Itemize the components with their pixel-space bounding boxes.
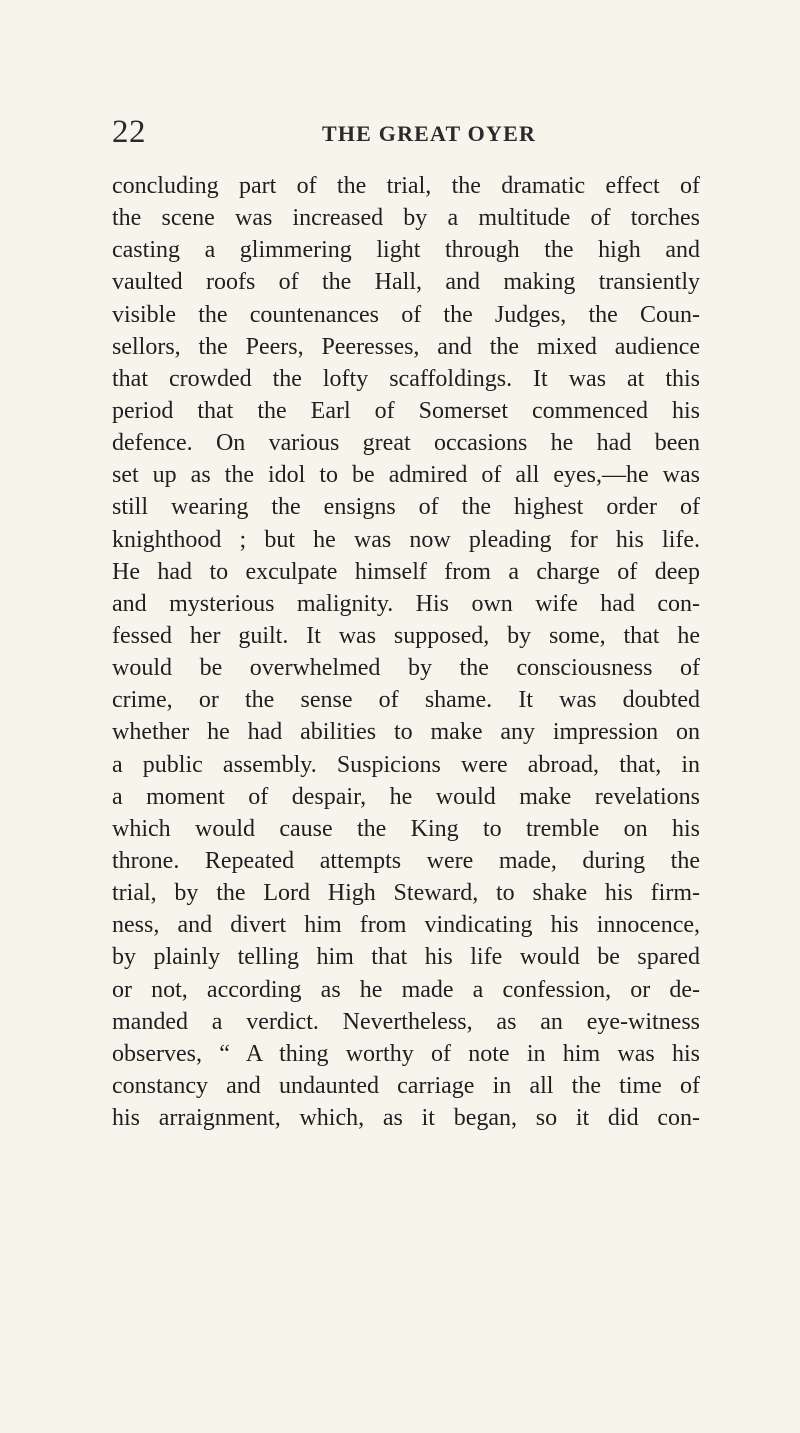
- text-line: or not, according as he made a confession, or de-: [112, 976, 700, 1003]
- text-line: would be overwhelmed by the consciousness of: [112, 655, 700, 682]
- text-line: that crowded the lofty scaffoldings. It was at this: [112, 365, 700, 392]
- text-line: observes, “ A thing worthy of note in him was his: [112, 1040, 700, 1067]
- text-line: casting a glimmering light through the high and: [112, 237, 700, 264]
- text-line: whether he had abilities to make any impression on: [112, 719, 700, 746]
- text-line: the scene was increased by a multitude of torches: [112, 205, 700, 232]
- page-header: [0, 112, 800, 152]
- text-line: by plainly telling him that his life would be spared: [112, 944, 700, 971]
- running-title: THE GREAT OYER: [322, 121, 537, 146]
- text-line: still wearing the ensigns of the highest order of: [112, 494, 700, 521]
- text-line: his arraignment, which, as it began, so it did con-: [112, 1105, 700, 1132]
- text-line: period that the Earl of Somerset commenced his: [112, 397, 700, 424]
- text-line: He had to exculpate himself from a charge of deep: [112, 558, 700, 585]
- text-line: set up as the idol to be admired of all eyes,—he was: [112, 462, 700, 489]
- body-text: [112, 170, 700, 1134]
- text-line: which would cause the King to tremble on his: [112, 815, 700, 842]
- text-line: fessed her guilt. It was supposed, by some, that he: [112, 622, 700, 649]
- text-line: sellors, the Peers, Peeresses, and the mixed audience: [112, 333, 700, 360]
- text-line: a public assembly. Suspicions were abroad, that, in: [112, 751, 700, 778]
- text-line: crime, or the sense of shame. It was doubted: [112, 687, 700, 714]
- page-number: 22: [112, 114, 146, 150]
- text-line: vaulted roofs of the Hall, and making transiently: [112, 269, 700, 296]
- text-line: trial, by the Lord High Steward, to shake his firm-: [112, 880, 700, 907]
- text-line: visible the countenances of the Judges, the Coun-: [112, 301, 700, 328]
- text-line: knighthood ; but he was now pleading for his life.: [112, 526, 700, 553]
- text-line: throne. Repeated attempts were made, during the: [112, 847, 700, 874]
- text-line: concluding part of the trial, the dramatic effect of: [112, 173, 700, 199]
- text-line: manded a verdict. Nevertheless, as an eye-witness: [112, 1008, 700, 1035]
- text-line: constancy and undaunted carriage in all the time of: [112, 1072, 700, 1099]
- text-line: and mysterious malignity. His own wife had con-: [112, 590, 700, 617]
- text-line: ness, and divert him from vindicating his innocence,: [112, 912, 700, 939]
- text-line: a moment of despair, he would make revelations: [112, 783, 700, 810]
- text-line: defence. On various great occasions he had been: [112, 430, 700, 457]
